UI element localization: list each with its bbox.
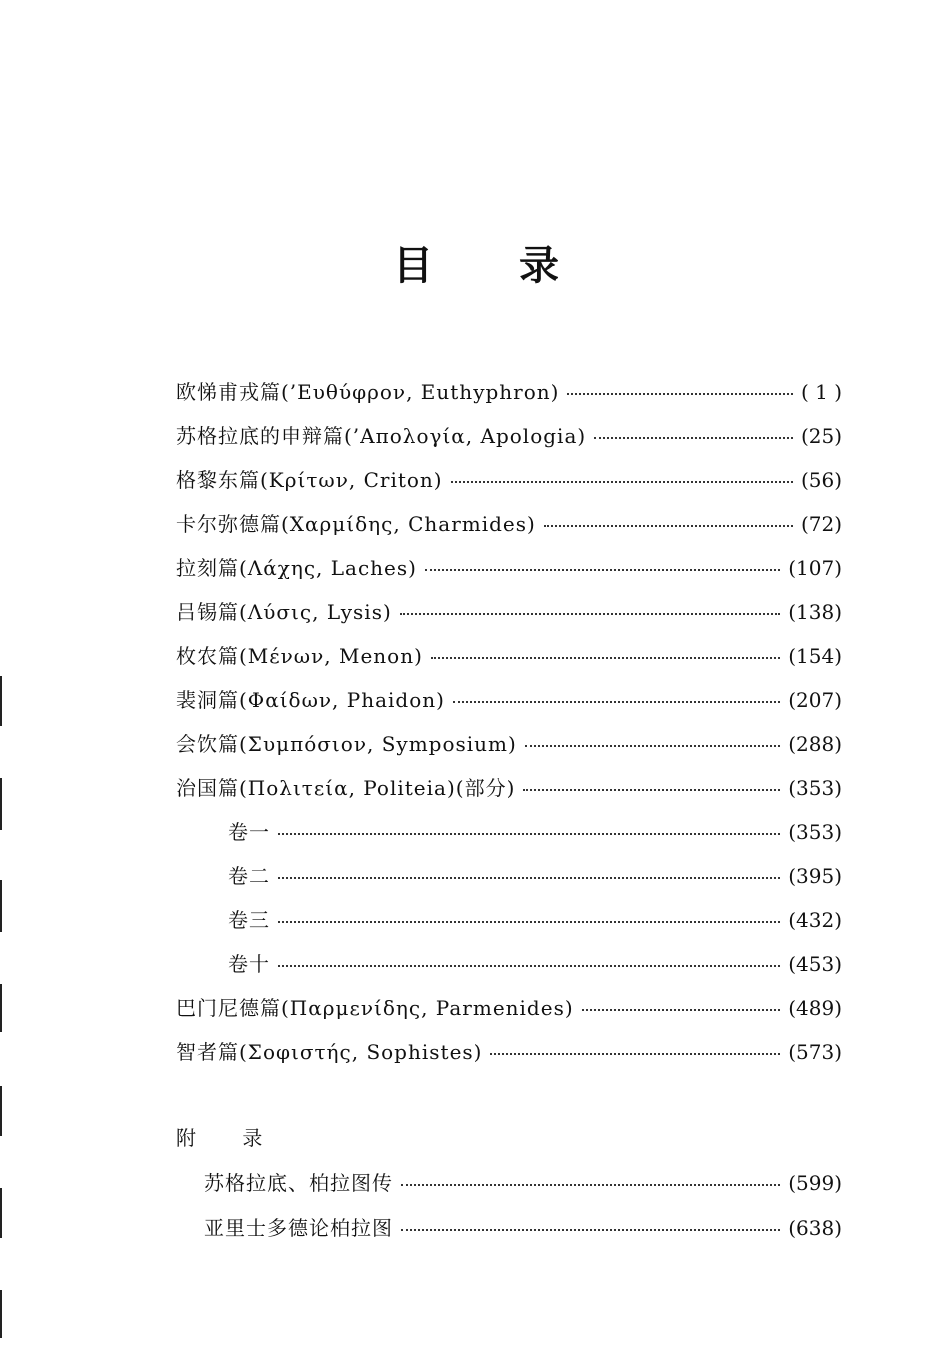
toc-entry-page: (638) [788, 1216, 842, 1240]
title-char-2: 录 [519, 243, 559, 289]
leader-dots [401, 1229, 780, 1231]
leader-dots [525, 745, 780, 747]
toc-entry-page: (138) [788, 600, 842, 624]
leader-dots [582, 1009, 781, 1011]
toc-entry[interactable] [176, 640, 842, 670]
toc-entry[interactable] [176, 728, 842, 758]
leader-dots [594, 437, 793, 439]
toc-entry-title: 裴洞篇(Φαίδων, Phaidon) [176, 688, 445, 712]
toc-entry[interactable] [176, 420, 842, 450]
leader-dots [278, 877, 780, 879]
toc-entry-page: ( 1 ) [800, 380, 842, 404]
toc-entry-page: (72) [800, 512, 842, 536]
leader-dots [544, 525, 793, 527]
toc-entry-page: (453) [788, 952, 842, 976]
toc-entry-page: (288) [788, 732, 842, 756]
toc-subentry[interactable] [228, 948, 842, 978]
toc-entry-title: 拉刻篇(Λάχης, Laches) [176, 556, 417, 580]
toc-entry-title: 格黎东篇(Κρίτων, Criton) [176, 468, 443, 492]
toc-subentry[interactable] [228, 904, 842, 934]
toc-subentry[interactable] [228, 860, 842, 890]
toc-entry-title: 会饮篇(Συμπόσιον, Symposium) [176, 732, 517, 756]
toc-entry-page: (154) [788, 644, 842, 668]
toc-entry[interactable] [176, 772, 842, 802]
toc-entry-title: 苏格拉底、柏拉图传 [204, 1171, 393, 1195]
page-title [0, 234, 952, 291]
title-char-1: 目 [393, 243, 433, 289]
toc-entry-page: (107) [788, 556, 842, 580]
leader-dots [431, 657, 780, 659]
scan-edge-mark [0, 984, 2, 1032]
scan-edge-mark [0, 880, 2, 932]
toc-entry-title: 卡尔弥德篇(Χαρμίδης, Charmides) [176, 512, 536, 536]
leader-dots [278, 921, 780, 923]
toc-entry[interactable] [176, 992, 842, 1022]
scan-edge-mark [0, 676, 2, 726]
toc-entry-title: 枚农篇(Μένων, Menon) [176, 644, 423, 668]
toc-entry-title: 欧悌甫戎篇(’Ευθύφρον, Euthyphron) [176, 380, 560, 404]
toc-entry[interactable] [176, 552, 842, 582]
toc-entry-title: 卷二 [228, 864, 270, 888]
leader-dots [490, 1053, 780, 1055]
scan-edge-mark [0, 1188, 2, 1238]
toc-entry-page: (207) [788, 688, 842, 712]
toc-entry-title: 亚里士多德论柏拉图 [204, 1216, 393, 1240]
toc-entry-title: 吕锡篇(Λύσις, Lysis) [176, 600, 392, 624]
toc-entry[interactable] [176, 684, 842, 714]
appendix-heading: 附 录 [176, 1126, 283, 1150]
toc-entry-title: 卷一 [228, 820, 270, 844]
toc-entry[interactable] [176, 596, 842, 626]
leader-dots [278, 833, 780, 835]
toc-entry-page: (489) [788, 996, 842, 1020]
toc-entry-title: 卷十 [228, 952, 270, 976]
toc-entry-title: 苏格拉底的申辩篇(’Απολογία, Apologia) [176, 424, 587, 448]
toc-entry-title: 巴门尼德篇(Παρμενίδης, Parmenides) [176, 996, 574, 1020]
toc-entry-page: (573) [788, 1040, 842, 1064]
toc-entry-title: 治国篇(Πολιτεία, Politeia)(部分) [176, 776, 516, 800]
scan-edge-mark [0, 1290, 2, 1338]
toc-entry[interactable] [176, 1036, 842, 1066]
toc-subentry[interactable] [228, 816, 842, 846]
toc-entry-title: 智者篇(Σοφιστής, Sophistes) [176, 1040, 483, 1064]
leader-dots [567, 393, 792, 395]
scan-edge-mark [0, 778, 2, 830]
toc-entry-page: (353) [788, 820, 842, 844]
leader-dots [523, 789, 780, 791]
toc-entry-page: (432) [788, 908, 842, 932]
leader-dots [453, 701, 780, 703]
toc-entry-page: (353) [788, 776, 842, 800]
leader-dots [401, 1184, 780, 1186]
toc-entry-title: 卷三 [228, 908, 270, 932]
toc-entry-page: (599) [788, 1171, 842, 1195]
appendix-entry[interactable] [204, 1167, 842, 1197]
toc-entry[interactable] [176, 464, 842, 494]
toc-entry[interactable] [176, 376, 842, 406]
leader-dots [278, 965, 780, 967]
leader-dots [400, 613, 780, 615]
appendix-entry[interactable] [204, 1212, 842, 1242]
toc-entry[interactable] [176, 508, 842, 538]
leader-dots [425, 569, 780, 571]
toc-entry-page: (395) [788, 864, 842, 888]
toc-entry-page: (25) [800, 424, 842, 448]
leader-dots [451, 481, 793, 483]
toc-entry-page: (56) [800, 468, 842, 492]
scan-edge-mark [0, 1086, 2, 1136]
